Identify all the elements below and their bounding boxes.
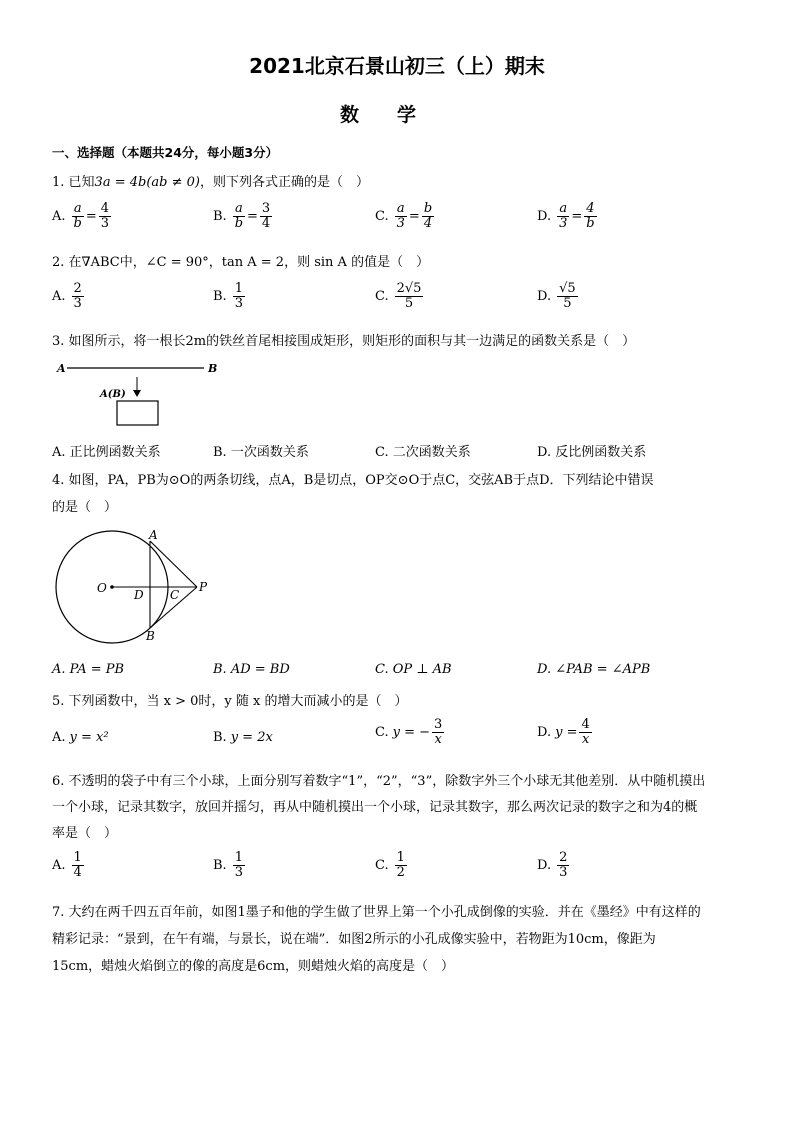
question-4-stem-line-1: 4. 如图，PA，PB为⊙O的两条切线，点A，B是切点，OP交⊙O于点C，交弦AB于点D．下列结论中错误 [52, 473, 654, 488]
q1-option-c[interactable] [375, 202, 436, 230]
option-label: C. [375, 857, 389, 873]
page-title: 2021北京石景山初三（上）期末 [249, 54, 545, 78]
q3-option-b[interactable]: B. 一次函数关系 [213, 445, 309, 460]
point-b-label: B [146, 629, 155, 643]
option-label: D. [537, 208, 552, 224]
q4-option-a[interactable]: A. PA = PB [52, 662, 125, 677]
q4-figure [52, 525, 227, 650]
q2-option-c[interactable] [375, 282, 425, 310]
fraction-denominator: 3 [100, 215, 110, 231]
fraction-denominator: 3 [234, 864, 243, 880]
point-d-label: D [134, 588, 144, 602]
fraction-denominator: x [581, 731, 590, 747]
option-label: A. [52, 857, 66, 873]
option-label: B. [213, 730, 227, 745]
option-label: C. [375, 208, 389, 224]
q4-option-d[interactable]: D. ∠PAB = ∠APB [537, 662, 651, 677]
question-3-stem: 3. 如图所示，将一根长2m的铁丝首尾相接围成矩形，则矩形的面积与其一边满足的函数关系是（ ） [52, 334, 636, 349]
point-c-label: C [170, 588, 180, 602]
option-label: C. [375, 724, 389, 740]
fraction-denominator: b [73, 215, 82, 231]
q4-option-c[interactable]: C. OP ⊥ AB [375, 662, 452, 677]
option-label: B. [213, 857, 227, 873]
option-label: A. [52, 288, 66, 304]
question-1-stem [52, 171, 369, 190]
q6-option-a[interactable] [52, 851, 86, 879]
fraction-numerator: 3 [261, 201, 271, 216]
q2-option-b[interactable] [213, 282, 247, 310]
fraction-denominator: 3 [559, 215, 568, 231]
fraction-numerator: b [423, 201, 433, 216]
q3-figure [52, 355, 232, 435]
question-7-stem-line-3: 15cm，蜡烛火焰倒立的像的高度是6cm，则蜡烛火焰的高度是（ ） [52, 959, 455, 974]
fraction-denominator: b [586, 215, 595, 231]
q6-option-b[interactable] [213, 851, 247, 879]
fraction-numerator: 1 [396, 850, 405, 865]
option-label: B. [213, 288, 227, 304]
fraction-numerator: 1 [73, 850, 82, 865]
option-label: D. [537, 288, 552, 304]
fraction-denominator: 2 [396, 864, 405, 880]
joined-end-label: A(B) [100, 389, 126, 400]
question-7-stem-line-1: 7. 大约在两千四五百年前，如图1墨子和他的学生做了世界上第一个小孔成倒像的实验．并在《墨经》中有这样的 [52, 905, 701, 920]
point-a-label: A [149, 528, 158, 542]
q1-option-a[interactable] [52, 202, 113, 230]
subject-heading: 数学 [339, 104, 454, 126]
option-expression: y = x² [69, 730, 109, 745]
fraction-denominator: 4 [423, 215, 433, 231]
fraction-numerator: 1 [234, 850, 243, 865]
fraction-denominator: 3 [73, 295, 82, 311]
q5-option-b[interactable] [213, 730, 273, 745]
down-arrow-icon [133, 390, 141, 397]
point-o-label: O [97, 581, 107, 595]
fraction-denominator: b [234, 215, 244, 231]
fraction-numerator: a [234, 201, 243, 216]
fraction-denominator: 3 [234, 295, 243, 311]
point-p-label: P [199, 580, 208, 594]
q1-option-d[interactable] [537, 202, 599, 230]
fraction-denominator: 3 [396, 215, 405, 231]
fraction-numerator: 4 [581, 717, 590, 732]
fraction-numerator: 3 [434, 717, 443, 732]
q2-option-a[interactable] [52, 282, 86, 310]
option-expression: y = − [392, 724, 431, 740]
question-6-stem-line-3: 率是（ ） [52, 826, 118, 841]
q6-option-c[interactable] [375, 851, 409, 879]
q5-option-d[interactable] [537, 718, 594, 746]
option-label: C. [375, 288, 389, 304]
fraction-numerator: 2 [73, 281, 82, 296]
wire-end-b-label: B [208, 362, 218, 375]
fraction-numerator: 2√5 [396, 281, 422, 296]
question-4-stem-line-2: 的是（ ） [52, 500, 118, 515]
section-heading: 一、选择题（本题共24分，每小题3分） [52, 145, 279, 160]
fraction-denominator: 5 [404, 295, 414, 311]
fraction-numerator: a [559, 201, 568, 216]
option-label: A. [52, 730, 66, 745]
q5-option-c[interactable] [375, 718, 446, 746]
q1-stem-suffix: ，则下列各式正确的是（ ） [199, 175, 369, 190]
q1-stem-prefix: 1. 已知 [52, 175, 95, 190]
fraction-numerator: 1 [234, 281, 243, 296]
q4-option-b[interactable]: B. AD = BD [213, 662, 290, 677]
equals-sign: = [408, 208, 420, 224]
question-6-stem-line-2: 一个小球，记录其数字，放回并摇匀，再从中随机摸出一个小球，记录其数字，那么两次记录的数字之和为4的概 [52, 800, 698, 815]
q5-option-a[interactable] [52, 730, 109, 745]
q3-option-d[interactable]: D. 反比例函数关系 [537, 445, 647, 460]
q6-option-d[interactable] [537, 851, 571, 879]
fraction-denominator: 3 [559, 864, 568, 880]
equals-sign: = [247, 208, 258, 224]
q1-option-b[interactable] [213, 202, 274, 230]
option-label: D. [537, 857, 552, 873]
option-label: D. [537, 724, 552, 740]
question-5-stem: 5. 下列函数中，当 x > 0时，y 随 x 的增大而减小的是（ ） [52, 694, 408, 709]
equals-sign: = [85, 208, 97, 224]
fraction-numerator: √5 [559, 281, 576, 296]
tangent-pa [150, 541, 197, 587]
option-expression: y = 2x [230, 730, 273, 745]
q3-option-c[interactable]: C. 二次函数关系 [375, 445, 471, 460]
fraction-numerator: a [396, 201, 405, 216]
fraction-numerator: 4 [586, 201, 595, 216]
rectangle-shape [117, 401, 158, 425]
fraction-denominator: 4 [73, 864, 82, 880]
q1-condition: 3a = 4b(ab ≠ 0) [94, 175, 200, 190]
center-dot [110, 585, 114, 589]
wire-end-a-label: A [57, 362, 66, 375]
fraction-numerator: a [73, 201, 82, 216]
option-label: B. [213, 208, 227, 224]
question-6-stem-line-1: 6. 不透明的袋子中有三个小球，上面分别写着数字“1”，“2”，“3”，除数字外三个小球无其他差别．从中随机摸出 [52, 774, 706, 789]
fraction-denominator: 4 [261, 215, 271, 231]
q3-option-a[interactable]: A. 正比例函数关系 [52, 445, 161, 460]
fraction-denominator: 5 [563, 295, 572, 311]
option-expression: y = [555, 724, 578, 740]
fraction-denominator: x [434, 731, 442, 747]
equals-sign: = [571, 208, 583, 224]
fraction-numerator: 4 [100, 201, 110, 216]
question-7-stem-line-2: 精彩记录：“景到，在午有端，与景长，说在端”．如图2所示的小孔成像实验中，若物距为10cm，像距为 [52, 932, 656, 947]
q2-option-d[interactable] [537, 282, 580, 310]
fraction-numerator: 2 [559, 850, 568, 865]
option-label: A. [52, 208, 66, 224]
question-2-stem: 2. 在∇ABC中，∠C = 90°，tan A = 2，则 sin A 的值是（ ） [52, 255, 430, 270]
